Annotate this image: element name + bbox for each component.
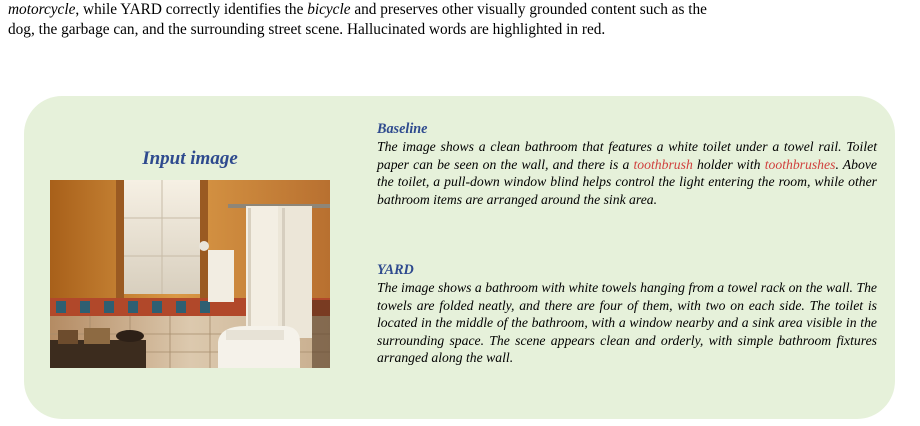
caption-line-2: dog, the garbage can, and the surrounding street scene. Hallucinated words are highlighted in red.	[8, 21, 606, 38]
figure-caption	[8, 0, 913, 40]
caption-text: and preserves other visually grounded content such as the	[350, 1, 707, 18]
hallucinated-word: toothbrush	[633, 156, 693, 172]
caption-line-1	[8, 0, 913, 20]
caption-word-motorcycle: motorcycle	[8, 1, 76, 18]
caption-word-bicycle: bicycle	[307, 1, 351, 18]
baseline-text-part: . Above the toilet, a pull-down window blind helps control the light entering the room, while other bathroom items are arranged around the sink area.	[377, 156, 877, 207]
baseline-text	[377, 138, 877, 208]
yard-text: The image shows a bathroom with white towels hanging from a towel rack on the wall. The towels are folded neatly, and there are four of them, with two on each side. The toilet is located in the middle of the bathroom, with a window nearby and a sink area visible in the surrounding space. The scene appears clean and orderly, with simple bathroom fixtures arranged along the wall.	[377, 280, 877, 366]
input-image-title: Input image	[142, 148, 238, 169]
baseline-text-part: holder with	[692, 156, 765, 172]
baseline-text-part: The image shows a clean bathroom that features a white toilet under a towel rail. Toilet paper can be seen on the wall, and there is a	[377, 139, 877, 172]
baseline-section	[377, 121, 877, 208]
baseline-heading: Baseline	[377, 121, 428, 137]
hallucinated-word: toothbrushes	[764, 156, 836, 172]
caption-text: , while YARD correctly identifies the	[75, 1, 308, 18]
input-image-bathroom-photo	[50, 180, 330, 368]
yard-section	[377, 262, 877, 367]
yard-heading: YARD	[377, 262, 414, 278]
